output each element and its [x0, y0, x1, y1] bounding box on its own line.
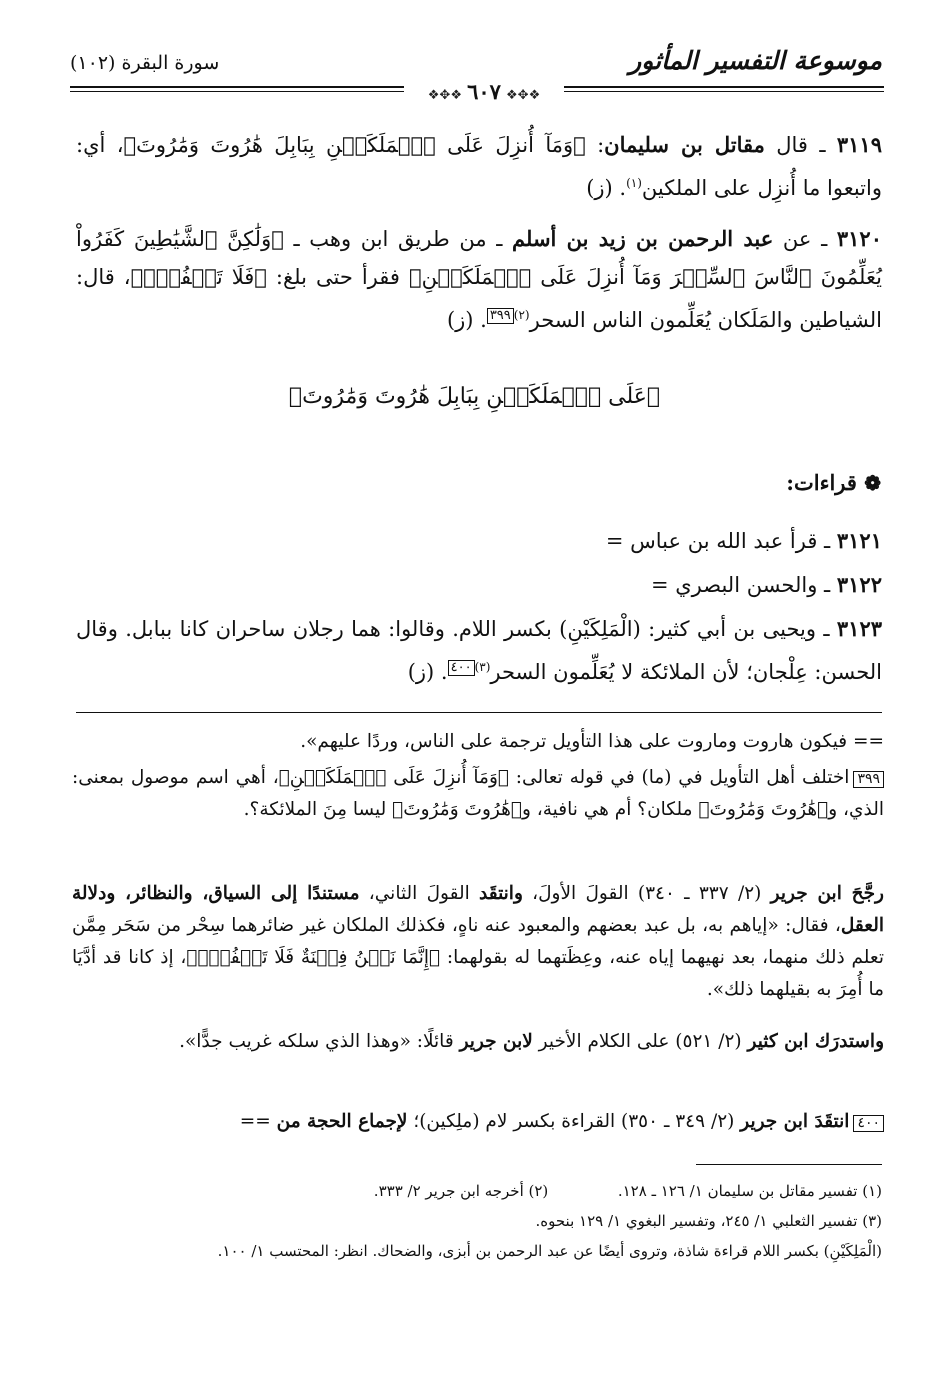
footnote-ref: (١) — [626, 176, 642, 190]
commentary-number-box: ٤٠٠ — [853, 1115, 884, 1132]
source-tag: . (ز) — [407, 660, 448, 684]
entry-text: ـ والحسن البصري = — [650, 573, 831, 597]
page-number-box — [404, 79, 564, 104]
bold-phrase: لابن جرير — [459, 1031, 533, 1052]
qiraat-title: قراءات: — [786, 470, 857, 495]
commentary-text: (٢/ ٣٣٧ ـ ٣٤٠) القولَ الأولَ، — [522, 883, 771, 904]
commentary-399 — [72, 762, 884, 826]
commentary-400 — [72, 1106, 884, 1138]
commentary-text: قائلًا: «وهذا الذي سلكه غريب جدًّا». — [179, 1031, 460, 1052]
page-number: ٦٠٧ — [467, 79, 501, 104]
commentary-text: == — [239, 1111, 277, 1132]
entry-3120 — [76, 220, 882, 339]
entry-number: ٣١٢٣ — [836, 616, 883, 641]
commentary-text: اختلف أهل التأويل في (ما) في قوله تعالى: ﴿وَمَآ أُنزِلَ عَلَى ٱلۡمَلَكَيۡنِ﴾، أهي اسم موصول بمعنى: الذي، و﴿هَٰرُوتَ وَمَٰرُوتَ﴾ ملكان؟ أم هي نافية، و﴿هَٰرُوتَ وَمَٰرُوتَ﴾ ليسا مِنَ الملائكة؟. — [72, 767, 884, 820]
bold-phrase: واستدرَك ابن كثير — [747, 1031, 884, 1052]
entry-3122 — [76, 566, 882, 604]
commentary-text: القولَ الثاني، — [359, 883, 479, 904]
commentary-ref-box[interactable]: ٤٠٠ — [448, 660, 475, 676]
commentary-text: (٢/ ٥٢١) على الكلام الأخير — [532, 1031, 748, 1052]
entry-3121 — [76, 522, 882, 560]
book-title: موسوعة التفسير المأثور — [629, 46, 882, 75]
source-tag: . (ز) — [446, 308, 487, 332]
footnote-3-continued: (الْمَلِكَيْنِ) بكسر اللام قراءة شاذة، وتروى أيضًا عن عبد الرحمن بن أبزى، والضحاك. انظر: المحتسب ١/ ١٠٠. — [217, 1242, 882, 1260]
qiraat-heading — [786, 470, 881, 495]
narrator-name: مقاتل بن سليمان — [604, 132, 765, 157]
entry-3123 — [76, 610, 882, 691]
bold-phrase: انتقَدَ ابن جرير — [740, 1111, 850, 1132]
entry-number: ٣١٢٢ — [836, 572, 882, 597]
section-separator — [76, 712, 882, 713]
entry-3119 — [76, 126, 882, 207]
verse-heading: ﴿عَلَى ٱلۡمَلَكَيۡنِ بِبَابِلَ هَٰرُوتَ وَمَٰرُوتَ﴾ — [288, 384, 661, 409]
narrator-name: عبد الرحمن بن زيد بن أسلم — [512, 226, 774, 251]
bold-phrase: رجَّحَ ابن جرير — [770, 883, 884, 904]
entry-number: ٣١٢٠ — [836, 226, 882, 251]
footnote-2: (٢) أخرجه ابن جرير ٢/ ٣٣٣. — [373, 1182, 549, 1200]
commentary-tarjih — [72, 878, 884, 1006]
entry-text: ـ ويحيى بن أبي كثير: (الْمَلِكَيْنِ) بكسر اللام. وقالوا: هما رجلان ساحران كانا ببابل. وقال الحسن: عِلْجان؛ لأن الملائكة لا يُعَلِّمون السحر — [76, 617, 882, 684]
surah-label: سورة البقرة (١٠٢) — [70, 52, 220, 74]
footnote-3: (٣) تفسير الثعلبي ١/ ٢٤٥، وتفسير البغوي ١/ ١٢٩ بنحوه. — [535, 1212, 882, 1230]
ornament-left-icon: ❖✥❖ — [427, 88, 462, 103]
ornament-right-icon: ❖✥❖ — [506, 88, 541, 103]
entry-text: : ﴿وَمَآ أُنزِلَ عَلَى ٱلۡمَلَكَيۡنِ بِبَابِلَ هَٰرُوتَ وَمَٰرُوتَ﴾، أي: واتبعوا ما أُنزِل على الملكين — [76, 133, 882, 200]
entry-text: ـ من طريق ابن وهب ـ ﴿وَلَٰكِنَّ ٱلشَّيَٰطِينَ كَفَرُواْ يُعَلِّمُونَ ٱلنَّاسَ ٱلسِّحۡرَ وَمَآ أُنزِلَ عَلَى ٱلۡمَلَكَيۡنِ﴾ فقرأ حتى بلغ: ﴿فَلَا تَكۡفُرۡۖ﴾، قال: الشياطين والمَلَكان يُعَلِّمون الناس السحر — [76, 227, 882, 332]
entry-number: ٣١٢١ — [836, 528, 882, 553]
footnote-1: (١) تفسير مقاتل بن سليمان ١/ ١٢٦ ـ ١٢٨. — [617, 1182, 882, 1200]
footnote-separator — [696, 1164, 882, 1165]
entry-text: ـ قرأ عبد الله بن عباس = — [605, 529, 831, 553]
source-tag: . (ز) — [586, 176, 627, 200]
footnote-ref: (٣) — [474, 660, 491, 674]
bold-phrase: وانتقَد — [479, 883, 523, 904]
entry-prefix: ـ قال — [764, 133, 826, 157]
commentary-text: ، فقال: «إياهم به، بل عبد بعضهم والمعبود عنه ناهٍ، فكذلك الملكان غير ضائرهما سِحْر من سَحَر مِمَّن تعلم ذلك منهما، بعد نهيهما إياه عنه، وعِظَتهما له بقولهما: ﴿إِنَّمَا نَحۡنُ فِتۡنَةٌ فَلَا تَكۡفُرۡۖ﴾، إذ كانا قد أدَّيَا ما أُمِرَ به بقيلهما ذلك». — [72, 915, 884, 1000]
commentary-continuation: == فيكون هاروت وماروت على هذا التأويل ترجمة على الناس، وردًا عليهم». — [300, 731, 884, 752]
commentary-number-box: ٣٩٩ — [853, 771, 884, 788]
commentary-istidrak — [72, 1026, 884, 1058]
footnote-row-1 — [70, 1178, 882, 1205]
entry-number: ٣١١٩ — [836, 132, 882, 157]
bold-phrase: مستندًا إلى السياق، والنظائر، ودلالة العقل — [72, 883, 884, 936]
flower-icon: ❁ — [864, 471, 881, 495]
entry-prefix: ـ عن — [773, 227, 828, 251]
footnote-ref: (٢) — [513, 308, 530, 322]
bold-phrase: لإجماع الحجة من — [276, 1111, 408, 1132]
commentary-ref-box[interactable]: ٣٩٩ — [487, 308, 514, 324]
commentary-text: (٢/ ٣٤٩ ـ ٣٥٠) القراءة بكسر لام (ملِكين)؛ — [407, 1111, 741, 1132]
